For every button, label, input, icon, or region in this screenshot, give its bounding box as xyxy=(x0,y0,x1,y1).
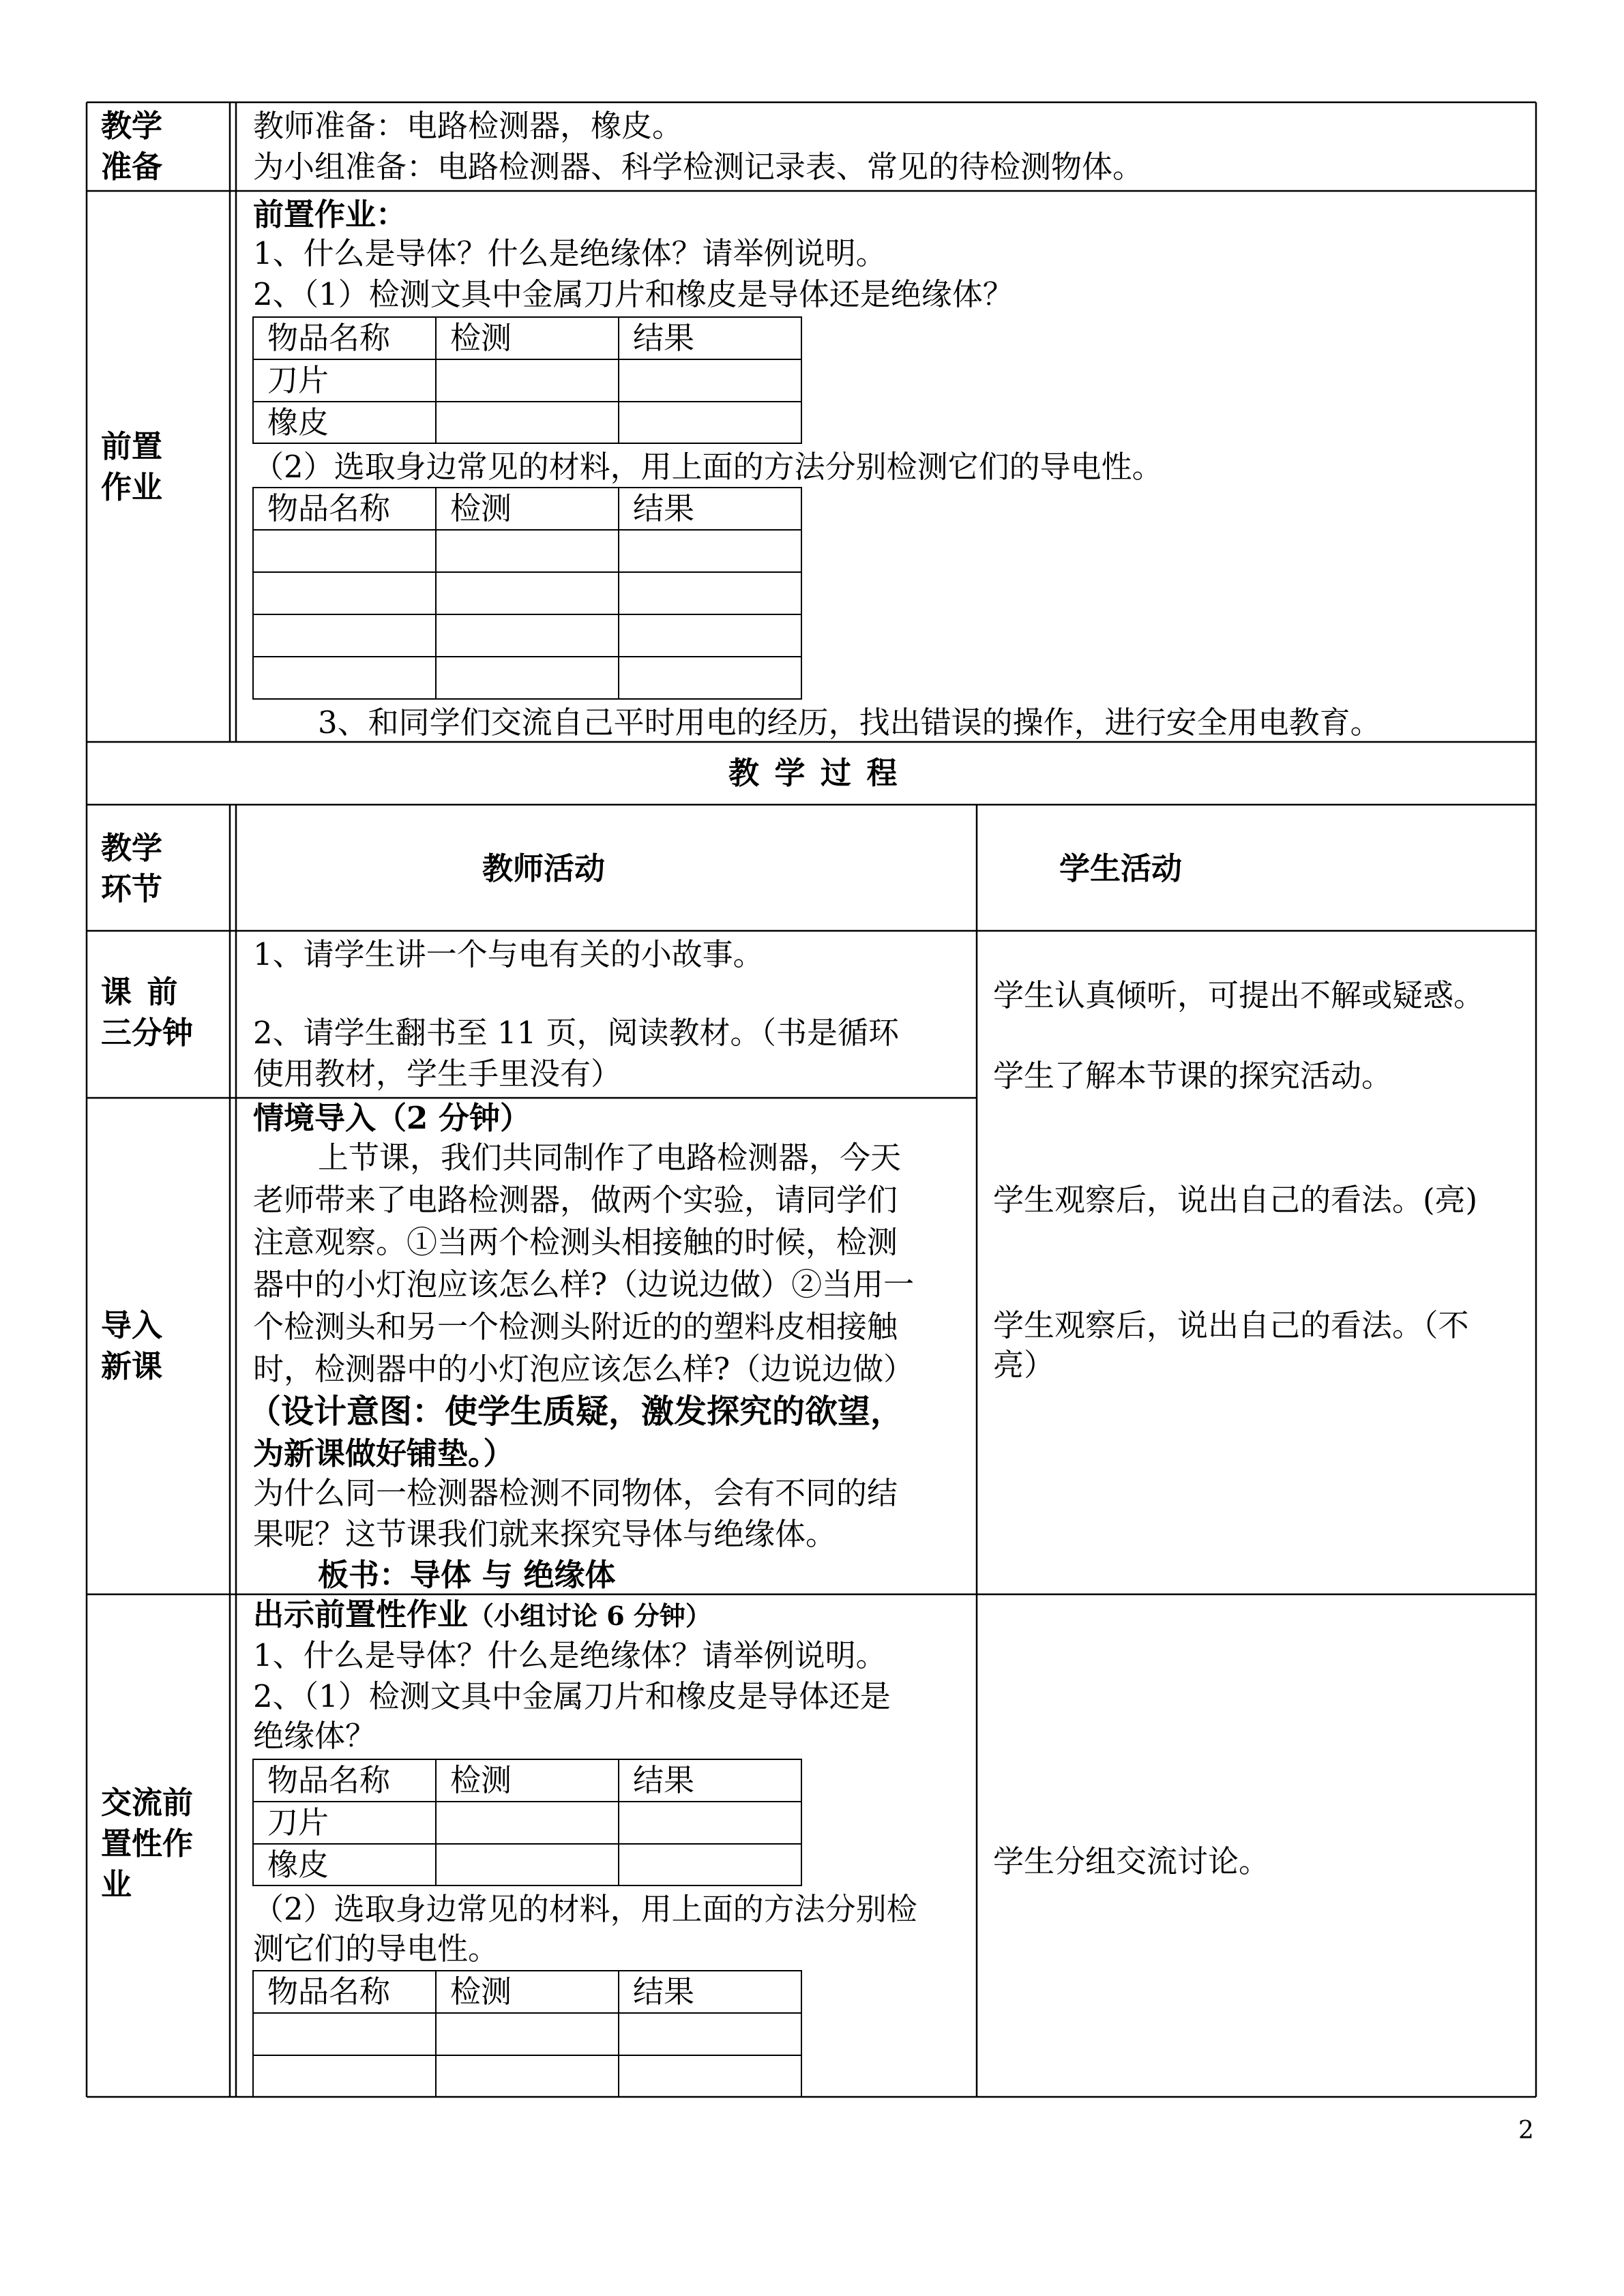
pre-table1-header-check: 检测 xyxy=(450,320,512,356)
intro-question-line: 为什么同一检测器检测不同物体，会有不同的结 xyxy=(253,1475,898,1511)
prep-group-line: 为小组准备：电路检测器、科学检测记录表、常见的待检测物体。 xyxy=(253,149,1144,185)
intro-design-line1: （设计意图：使学生质疑，激发探究的欲望， xyxy=(248,1392,904,1431)
intro-body-line: 器中的小灯泡应该怎么样?（边说边做）②当用一 xyxy=(253,1266,915,1302)
pre-class-teacher-line1: 1、请学生讲一个与电有关的小故事。 xyxy=(253,936,764,972)
ex-table2-header-check: 检测 xyxy=(450,1973,512,2010)
pre-class-teacher-line3: 使用教材，学生手里没有） xyxy=(253,1056,622,1092)
teacher-activity-header: 教师活动 xyxy=(482,850,606,886)
pre-homework-title: 前置作业： xyxy=(253,196,407,233)
exchange-q2-line1: 2、（1）检测文具中金属刀片和橡皮是导体还是 xyxy=(253,1678,891,1714)
stage-column-header-line1: 教学 xyxy=(101,830,163,866)
pre-homework-label-line2: 作业 xyxy=(101,469,163,505)
pre-homework-q1: 1、什么是导体？什么是绝缘体？请举例说明。 xyxy=(253,235,887,271)
intro-label-line2: 新课 xyxy=(101,1348,163,1384)
student-activity-text: 学生了解本节课的探究活动。 xyxy=(993,1058,1393,1094)
student-activity-text: 学生观察后，说出自己的看法。（不 xyxy=(993,1307,1469,1343)
student-activity-header: 学生活动 xyxy=(1059,850,1183,886)
exchange-label-line3: 业 xyxy=(101,1866,132,1903)
prep-label-line2: 准备 xyxy=(101,149,163,185)
prep-label-line1: 教学 xyxy=(101,108,163,144)
process-title: 教学过程 xyxy=(728,755,913,791)
pre-class-teacher-line2: 2、请学生翻书至 11 页，阅读教材。（书是循环 xyxy=(253,1015,900,1051)
ex-table1-header-result: 结果 xyxy=(633,1762,695,1798)
ex-table1-header-name: 物品名称 xyxy=(267,1762,391,1798)
ex-table1-cell: 刀片 xyxy=(267,1804,329,1840)
exchange-label-line1: 交流前 xyxy=(101,1785,194,1821)
intro-body-line: 时，检测器中的小灯泡应该怎么样?（边说边做） xyxy=(253,1351,915,1387)
pre-class-label-line2: 三分钟 xyxy=(101,1015,194,1051)
exchange-heading xyxy=(253,1594,711,1637)
intro-heading: 情境导入（2 分钟） xyxy=(253,1100,531,1136)
exchange-q1: 1、什么是导体？什么是绝缘体？请举例说明。 xyxy=(253,1637,887,1673)
exchange-heading-main: 出示前置性作业 xyxy=(253,1596,469,1632)
exchange-label-line2: 置性作 xyxy=(101,1825,194,1862)
intro-question-line: 果呢？这节课我们就来探究导体与绝缘体。 xyxy=(253,1516,837,1552)
exchange-q3-line2: 测它们的导电性。 xyxy=(253,1930,499,1967)
pre-table1-cell: 橡皮 xyxy=(267,404,329,441)
intro-body-line: 上节课，我们共同制作了电路检测器，今天 xyxy=(318,1139,902,1176)
ex-table2-header-result: 结果 xyxy=(633,1973,695,2010)
pre-table1-cell: 刀片 xyxy=(267,362,329,398)
student-activity-text: 亮） xyxy=(993,1347,1055,1383)
pre-class-label-line1: 课前 xyxy=(101,974,194,1010)
intro-design-line2: 为新课做好铺垫。） xyxy=(253,1435,514,1472)
ex-table1-header-check: 检测 xyxy=(450,1762,512,1798)
pre-table2-header-name: 物品名称 xyxy=(267,490,391,526)
pre-table2-header-result: 结果 xyxy=(633,490,695,526)
pre-homework-label-line1: 前置 xyxy=(101,428,163,464)
pre-table1-header-result: 结果 xyxy=(633,320,695,356)
pre-homework-q2b: （2）选取身边常见的材料，用上面的方法分别检测它们的导电性。 xyxy=(253,449,1163,485)
ex-table2-header-name: 物品名称 xyxy=(267,1973,391,2010)
exchange-heading-note: （小组讨论 6 分钟） xyxy=(468,1600,711,1631)
stage-column-header-line2: 环节 xyxy=(101,871,163,907)
intro-label-line1: 导入 xyxy=(101,1307,163,1343)
pre-homework-q2: 2、（1）检测文具中金属刀片和橡皮是导体还是绝缘体？ xyxy=(253,276,1014,312)
student-activity-text: 学生认真倾听，可提出不解或疑惑。 xyxy=(993,977,1485,1013)
intro-body-line: 个检测头和另一个检测头附近的的塑料皮相接触 xyxy=(253,1309,898,1345)
pre-table2-header-check: 检测 xyxy=(450,490,512,526)
intro-body-line: 老师带来了电路检测器，做两个实验，请同学们 xyxy=(253,1182,898,1218)
pre-table1-header-name: 物品名称 xyxy=(267,320,391,356)
exchange-q2-line2: 绝缘体？ xyxy=(253,1718,377,1754)
intro-board-text: 板书：导体 与 绝缘体 xyxy=(318,1557,616,1593)
ex-table1-cell: 橡皮 xyxy=(267,1847,329,1883)
pre-homework-q3: 3、和同学们交流自己平时用电的经历，找出错误的操作，进行安全用电教育。 xyxy=(318,704,1381,741)
exchange-q3-line1: （2）选取身边常见的材料，用上面的方法分别检 xyxy=(253,1891,917,1927)
intro-body-line: 注意观察。①当两个检测头相接触的时候，检测 xyxy=(253,1224,898,1260)
page-number: 2 xyxy=(1518,2117,1534,2145)
student-activity-text: 学生分组交流讨论。 xyxy=(993,1843,1270,1879)
student-activity-text: 学生观察后，说出自己的看法。(亮) xyxy=(993,1182,1478,1218)
prep-teacher-line: 教师准备：电路检测器，橡皮。 xyxy=(253,108,683,144)
